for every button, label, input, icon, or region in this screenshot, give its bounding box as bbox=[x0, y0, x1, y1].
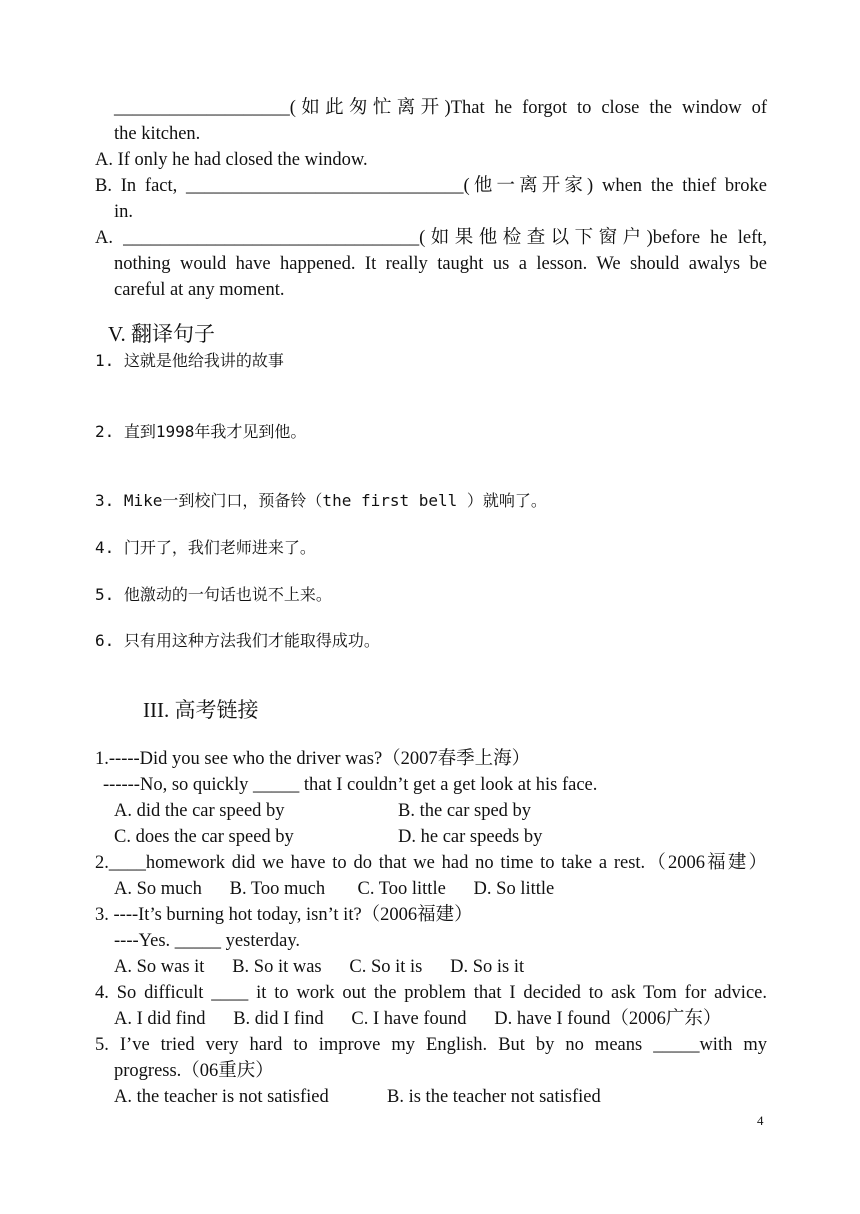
q1-option-c: C. does the car speed by bbox=[114, 827, 294, 847]
passage-line-1: ___________________(如此匆忙离开)That he forgot to close the window of bbox=[114, 98, 767, 118]
section-3-heading: III. 高考链接 bbox=[143, 698, 259, 722]
translate-item-2: 2. 直到1998年我才见到他。 bbox=[95, 422, 307, 441]
translate-item-5: 5. 他激动的一句话也说不上来。 bbox=[95, 585, 332, 604]
passage-line-7: nothing would have happened. It really taught us a lesson. We should awalys be bbox=[114, 254, 767, 274]
page-number: 4 bbox=[757, 1113, 764, 1128]
passage-line-4: B. In fact, ______________________________(他一离开家) when the thief broke bbox=[95, 176, 767, 196]
q5-question-line-2: progress.（06重庆） bbox=[114, 1061, 274, 1081]
q5-question-line-1: 5. I’ve tried very hard to improve my English. But by no means _____with my bbox=[95, 1035, 767, 1055]
q1-option-d: D. he car speeds by bbox=[398, 827, 543, 847]
translate-item-1: 1. 这就是他给我讲的故事 bbox=[95, 351, 284, 370]
q2-question: 2.____homework did we have to do that we had no time to take a rest.（2006福建） bbox=[95, 853, 767, 873]
translate-item-3: 3. Mike一到校门口，预备铃（the first bell ）就响了。 bbox=[95, 491, 547, 510]
q4-options: A. I did find B. did I find C. I have found D. have I found（2006广东） bbox=[114, 1009, 722, 1029]
q3-answer: ----Yes. _____ yesterday. bbox=[114, 931, 300, 951]
q2-options: A. So much B. Too much C. Too little D. So little bbox=[114, 879, 555, 899]
q1-option-a: A. did the car speed by bbox=[114, 801, 285, 821]
passage-line-6: A. ________________________________(如果他检查以下窗户)before he left, bbox=[95, 228, 767, 248]
section-5-heading: V. 翻译句子 bbox=[108, 322, 215, 346]
q1-question: 1.-----Did you see who the driver was?（2007春季上海） bbox=[95, 749, 531, 769]
q1-answer: ------No, so quickly _____ that I couldn’t get a get look at his face. bbox=[103, 775, 598, 795]
passage-line-5: in. bbox=[114, 202, 134, 222]
q5-option-a: A. the teacher is not satisfied bbox=[114, 1087, 329, 1107]
passage-line-3: A. If only he had closed the window. bbox=[95, 150, 368, 170]
translate-item-6: 6. 只有用这种方法我们才能取得成功。 bbox=[95, 631, 380, 650]
translate-item-4: 4. 门开了，我们老师进来了。 bbox=[95, 538, 316, 557]
q1-option-b: B. the car sped by bbox=[398, 801, 532, 821]
q3-question: 3. ----It’s burning hot today, isn’t it?（2006福建） bbox=[95, 905, 473, 925]
q5-option-b: B. is the teacher not satisfied bbox=[387, 1087, 601, 1107]
q3-options: A. So was it B. So it was C. So it is D. So is it bbox=[114, 957, 525, 977]
passage-line-2: the kitchen. bbox=[114, 124, 201, 144]
passage-line-8: careful at any moment. bbox=[114, 280, 285, 300]
q4-question: 4. So difficult ____ it to work out the problem that I decided to ask Tom for advice. bbox=[95, 983, 767, 1003]
